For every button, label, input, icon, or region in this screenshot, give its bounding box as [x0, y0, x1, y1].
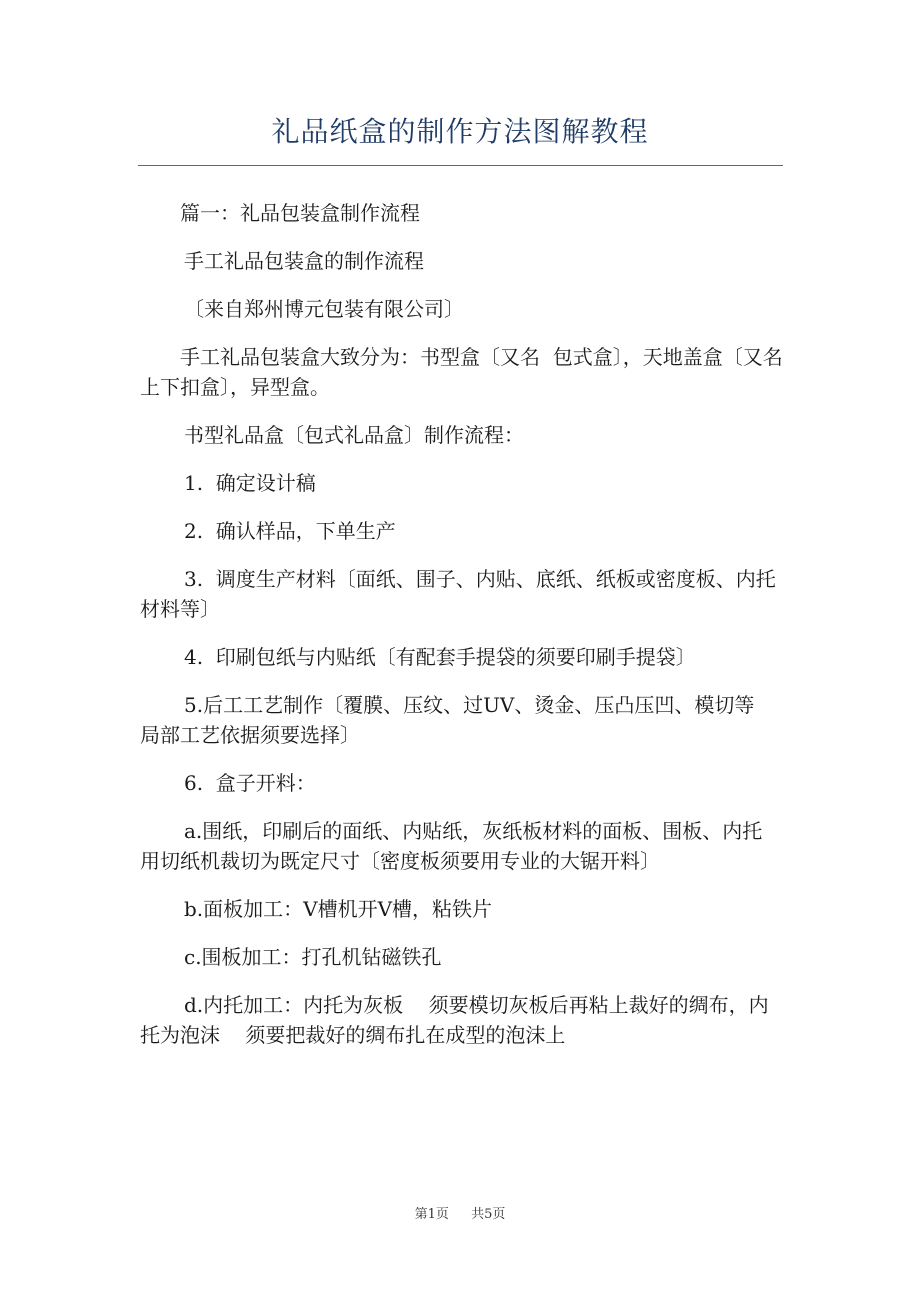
document-title: 礼品纸盒的制作方法图解教程: [271, 115, 649, 148]
paragraph-step-6b: b.面板加工：V槽机开V槽，粘铁片: [184, 897, 493, 921]
paragraph-step-2: 2. 确认样品，下单生产: [184, 519, 396, 543]
page-total: 共5页: [471, 1207, 506, 1222]
page-number: 第1页: [414, 1207, 449, 1222]
paragraph-source: 〔来自郑州博元包装有限公司〕: [184, 297, 464, 321]
paragraph-step-3: 3. 调度生产材料〔面纸、围子、内贴、底纸、纸板或密度板、内托材料等〕: [140, 567, 776, 621]
paragraph-step-4: 4. 印刷包纸与内贴纸〔有配套手提袋的须要印刷手提袋〕: [184, 645, 696, 669]
paragraph-step-6d: d.内托加工：内托为灰板 须要模切灰板后再粘上裁好的绸布，内托为泡沫 须要把裁好的绸布扎在成型的泡沫上: [140, 993, 769, 1047]
paragraph-step-5: 5.后工工艺制作〔覆膜、压纹、过UV、烫金、压凸压凹、模切等 局部工艺依据须要选择〕: [140, 693, 768, 747]
paragraph-process-heading: 书型礼品盒〔包式礼品盒〕制作流程：: [184, 423, 524, 447]
paragraph-step-1: 1. 确定设计稿: [184, 471, 316, 495]
paragraph-intro: 手工礼品包装盒大致分为：书型盒〔又名 包式盒〕，天地盖盒〔又名 上下扣盒〕，异型盒。: [140, 345, 796, 399]
paragraph-step-6c: c.围板加工：打孔机钻磁铁孔: [184, 945, 442, 969]
document-body: [140, 198, 796, 1068]
paragraph-step-6: 6. 盒子开料：: [184, 771, 316, 795]
paragraph-subtitle: 手工礼品包装盒的制作流程: [184, 249, 424, 273]
page-footer: [0, 1206, 920, 1224]
paragraph-section-heading: 篇一：礼品包装盒制作流程: [180, 201, 420, 225]
title-divider: [138, 165, 783, 166]
paragraph-step-6a: a.围纸，印刷后的面纸、内贴纸，灰纸板材料的面板、围板、内托 用切纸机裁切为既定尺寸〔密度板须要用专业的大锯开料〕: [140, 819, 775, 873]
